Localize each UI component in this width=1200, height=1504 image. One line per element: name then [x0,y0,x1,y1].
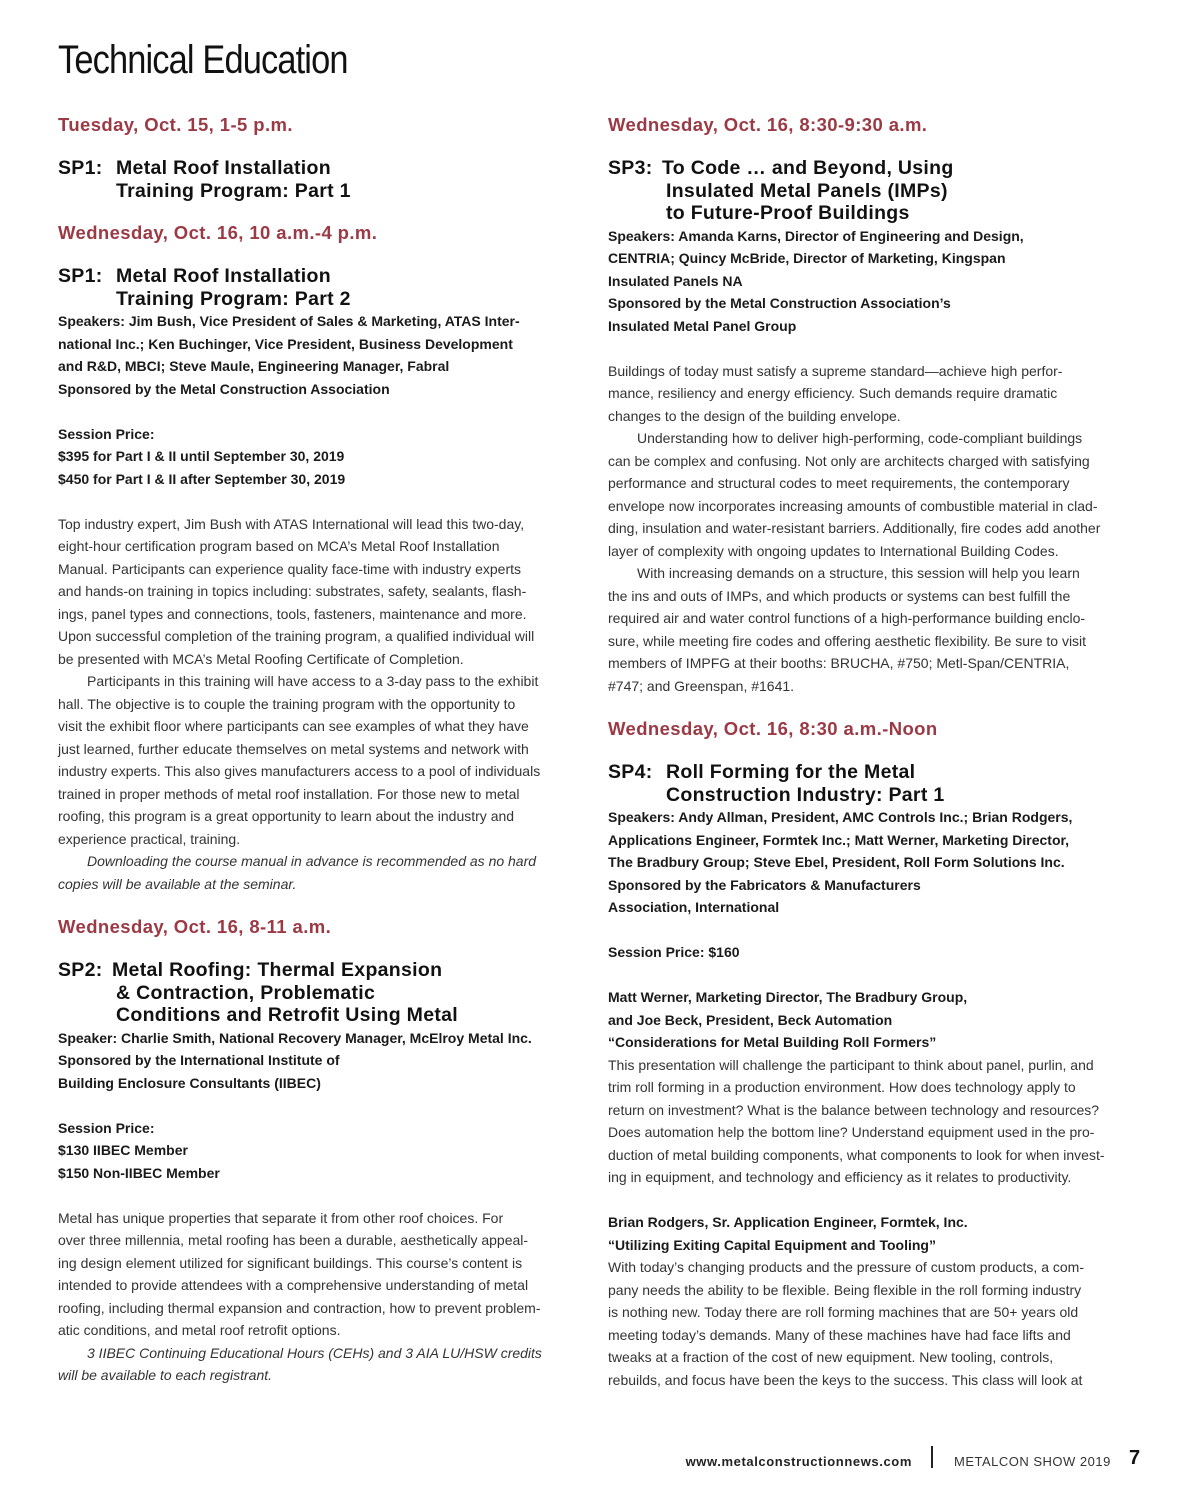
session-title [608,157,1118,225]
sponsor-line: Association, International [608,899,780,915]
session-code: SP3: [608,157,653,179]
talk-2-heading [608,1211,1118,1256]
body-paragraph: With increasing demands on a structure, this session will help you learn the ins and outs of IMPs, and which products or systems can best fulfill the required air and water control functions of a high-performance building enclo- sure, while meeting fire codes and offering aesthetic flexibility. Be sure to visit members of IMPFG at their booths: BRUCHA, #750; Metl-Span/CENTRIA, #747; and Greenspan, #1641. [608,565,1087,694]
page-footer [0,1446,1200,1476]
session-date: Tuesday, Oct. 15, 1-5 p.m. [58,114,293,135]
session-title [58,157,568,202]
session-date: Wednesday, Oct. 16, 8:30 a.m.-Noon [608,718,938,739]
info-line: The Bradbury Group; Steve Ebel, President, Roll Form Solutions Inc. [608,854,1065,870]
session-date: Wednesday, Oct. 16, 8:30-9:30 a.m. [608,114,928,135]
session-title-line: Training Program: Part 1 [116,179,351,202]
info-line: Speakers: Jim Bush, Vice President of Sales & Marketing, ATAS Inter- [58,313,520,329]
session-sp1-part1 [58,112,568,202]
body-paragraph: Participants in this training will have access to a 3-day pass to the exhibit hall. The objective is to couple the training program with the opportunity to visit the exhibit floor where participants can see examples of what they have just learned, further educate themselves on metal systems and network with industry experts. This also gives manufacturers access to a pool of individuals trained in proper methods of metal roof installation. For those new to metal roofing, this program is a great opportunity to learn about the industry and experience practical, training. [58,673,541,847]
price-line: Session Price: [58,425,155,442]
session-code: SP1: [58,265,103,287]
session-title-line: & Contraction, Problematic [116,981,376,1004]
session-sp2 [58,914,568,1387]
talk-2-description: With today’s changing products and the pressure of custom products, a com- pany needs the ability to be flexible. Being flexible in the roll forming industry is nothing new. Today there are roll forming machines that are 50+ years old meeting today’s demands. Many of these machines have had face lifts and tweaks at a fraction of the cost of new equipment. New tooling, controls, rebuilds, and focus have been the keys to the success. This class will look at [608,1259,1084,1388]
session-title-line: Insulated Metal Panels (IMPs) [666,179,948,202]
session-sp4 [608,716,1118,1391]
info-line: CENTRIA; Quincy McBride, Director of Marketing, Kingspan [608,250,1006,266]
session-sp1-part2 [58,220,568,895]
footer-url[interactable]: www.metalconstructionnews.com [685,1454,912,1469]
info-line: national Inc.; Ken Buchinger, Vice President, Business Development [58,335,513,352]
session-title [608,761,1118,806]
page-title: Technical Education [58,38,348,82]
session-title [58,959,568,1027]
session-speakers [608,806,1118,919]
session-title-line: Metal Roofing: Thermal Expansion [112,959,443,981]
session-title-line: Metal Roof Installation [116,157,331,179]
price-line: $450 for Part I & II after September 30, 2019 [58,470,346,487]
talk-speaker-line: and Joe Beck, President, Beck Automation [608,1011,893,1028]
session-code: SP2: [58,959,103,981]
session-title-line: Training Program: Part 2 [116,287,351,310]
sponsor-line: Sponsored by the Metal Construction Association [58,380,390,397]
talk-1-description: This presentation will challenge the participant to think about panel, purlin, and trim roll forming in a production environment. How does technology apply to return on investment? What is the balance between technology and resources? Does automation help the bottom line? Understand equipment used in the pro- duction of metal building components, what components to look for when invest- ing in equipment, and technology and efficiency as it relates to productivity. [608,1056,1105,1185]
info-line: Speakers: Andy Allman, President, AMC Controls Inc.; Brian Rodgers, [608,809,1073,825]
sponsor-line: Insulated Metal Panel Group [608,317,797,334]
info-line: Speaker: Charlie Smith, National Recovery Manager, McElroy Metal Inc. [58,1029,532,1046]
session-date: Wednesday, Oct. 16, 10 a.m.-4 p.m. [58,222,378,243]
right-column [608,112,1118,1391]
price-line: $150 Non-IIBEC Member [58,1164,220,1181]
body-paragraph: Top industry expert, Jim Bush with ATAS International will lead this two-day, eight-hour certification program based on MCA’s Metal Roof Installation Manual. Participants can experience quality face-time with industry experts and hands-on training in topics including: substrates, safety, sealants, flash- ings, panel types and connections, tools, fasteners, maintenance and more. Upon successful completion of the training program, a qualified individual will be presented with MCA’s Metal Roofing Certificate of Completion. [58,515,535,667]
price-line: Session Price: $160 [608,944,740,960]
info-line: and R&D, MBCI; Steve Maule, Engineering Manager, Fabral [58,358,450,374]
price-line: $130 IIBEC Member [58,1142,188,1158]
session-title [58,265,568,310]
left-column [58,112,568,1387]
talk-speaker-line: Matt Werner, Marketing Director, The Bradbury Group, [608,989,968,1005]
session-title-line: Construction Industry: Part 1 [666,783,945,806]
info-line: Applications Engineer, Formtek Inc.; Matt Werner, Marketing Director, [608,831,1070,848]
talk-title: “Utilizing Exiting Capital Equipment and Tooling” [608,1236,936,1253]
sponsor-line: Sponsored by the International Institute of [58,1052,340,1068]
session-sp3 [608,112,1118,697]
body-paragraph: Understanding how to deliver high-performing, code-compliant buildings can be complex and confusing. Not only are architects charged with satisfying performance and structural codes to meet requirements, the contemporary envelope now incorporates increasing amounts of combustible material in clad- ding, insulation and water-resistant barriers. Additionally, fire codes add another layer of complexity with ongoing updates to International Building Codes. [608,430,1101,559]
body-paragraph: Buildings of today must satisfy a supreme standard—achieve high perfor- mance, resiliency and energy efficiency. Such demands require dramatic changes to the design of the building envelope. [608,362,1063,424]
session-title-line: to Future-Proof Buildings [666,202,910,224]
sponsor-line: Building Enclosure Consultants (IIBEC) [58,1074,321,1091]
session-title-line: Metal Roof Installation [116,265,331,287]
info-line: Insulated Panels NA [608,272,743,289]
session-code: SP4: [608,761,653,783]
info-line: Speakers: Amanda Karns, Director of Engineering and Design, [608,227,1024,244]
footer-publication: METALCON SHOW 2019 [954,1454,1111,1469]
note-paragraph: Downloading the course manual in advance is recommended as no hard copies will be available at the seminar. [58,853,537,892]
session-price [58,1117,568,1185]
session-code: SP1: [58,157,103,179]
sponsor-line: Sponsored by the Fabricators & Manufacturers [608,876,921,893]
talk-1-heading [608,986,1118,1054]
session-price [58,423,568,491]
page-number: 7 [1129,1447,1141,1469]
session-title-line: Conditions and Retrofit Using Metal [116,1004,458,1026]
session-speakers [58,310,568,400]
talk-speaker-line: Brian Rodgers, Sr. Application Engineer, Formtek, Inc. [608,1214,968,1230]
sponsor-line: Sponsored by the Metal Construction Association’s [608,295,951,311]
footer-divider [931,1446,933,1468]
session-speakers [608,225,1118,338]
session-title-line: Roll Forming for the Metal [666,761,916,783]
session-date: Wednesday, Oct. 16, 8-11 a.m. [58,916,332,937]
session-title-line: To Code … and Beyond, Using [662,157,954,179]
note-paragraph: 3 IIBEC Continuing Educational Hours (CEHs) and 3 AIA LU/HSW credits will be available to each registrant. [58,1344,542,1383]
session-speakers [58,1027,568,1095]
price-line: $395 for Part I & II until September 30, 2019 [58,448,345,464]
talk-title: “Considerations for Metal Building Roll Formers” [608,1034,937,1050]
body-paragraph: Metal has unique properties that separate it from other roof choices. For over three millennia, metal roofing has been a durable, aesthetically appeal- ing design element utilized for significant buildings. This course’s content is intended to provide attendees with a comprehensive understanding of metal roofing, including thermal expansion and contraction, how to prevent problem- atic conditions, and metal roof retrofit options. [58,1209,541,1338]
price-line: Session Price: [58,1119,155,1136]
